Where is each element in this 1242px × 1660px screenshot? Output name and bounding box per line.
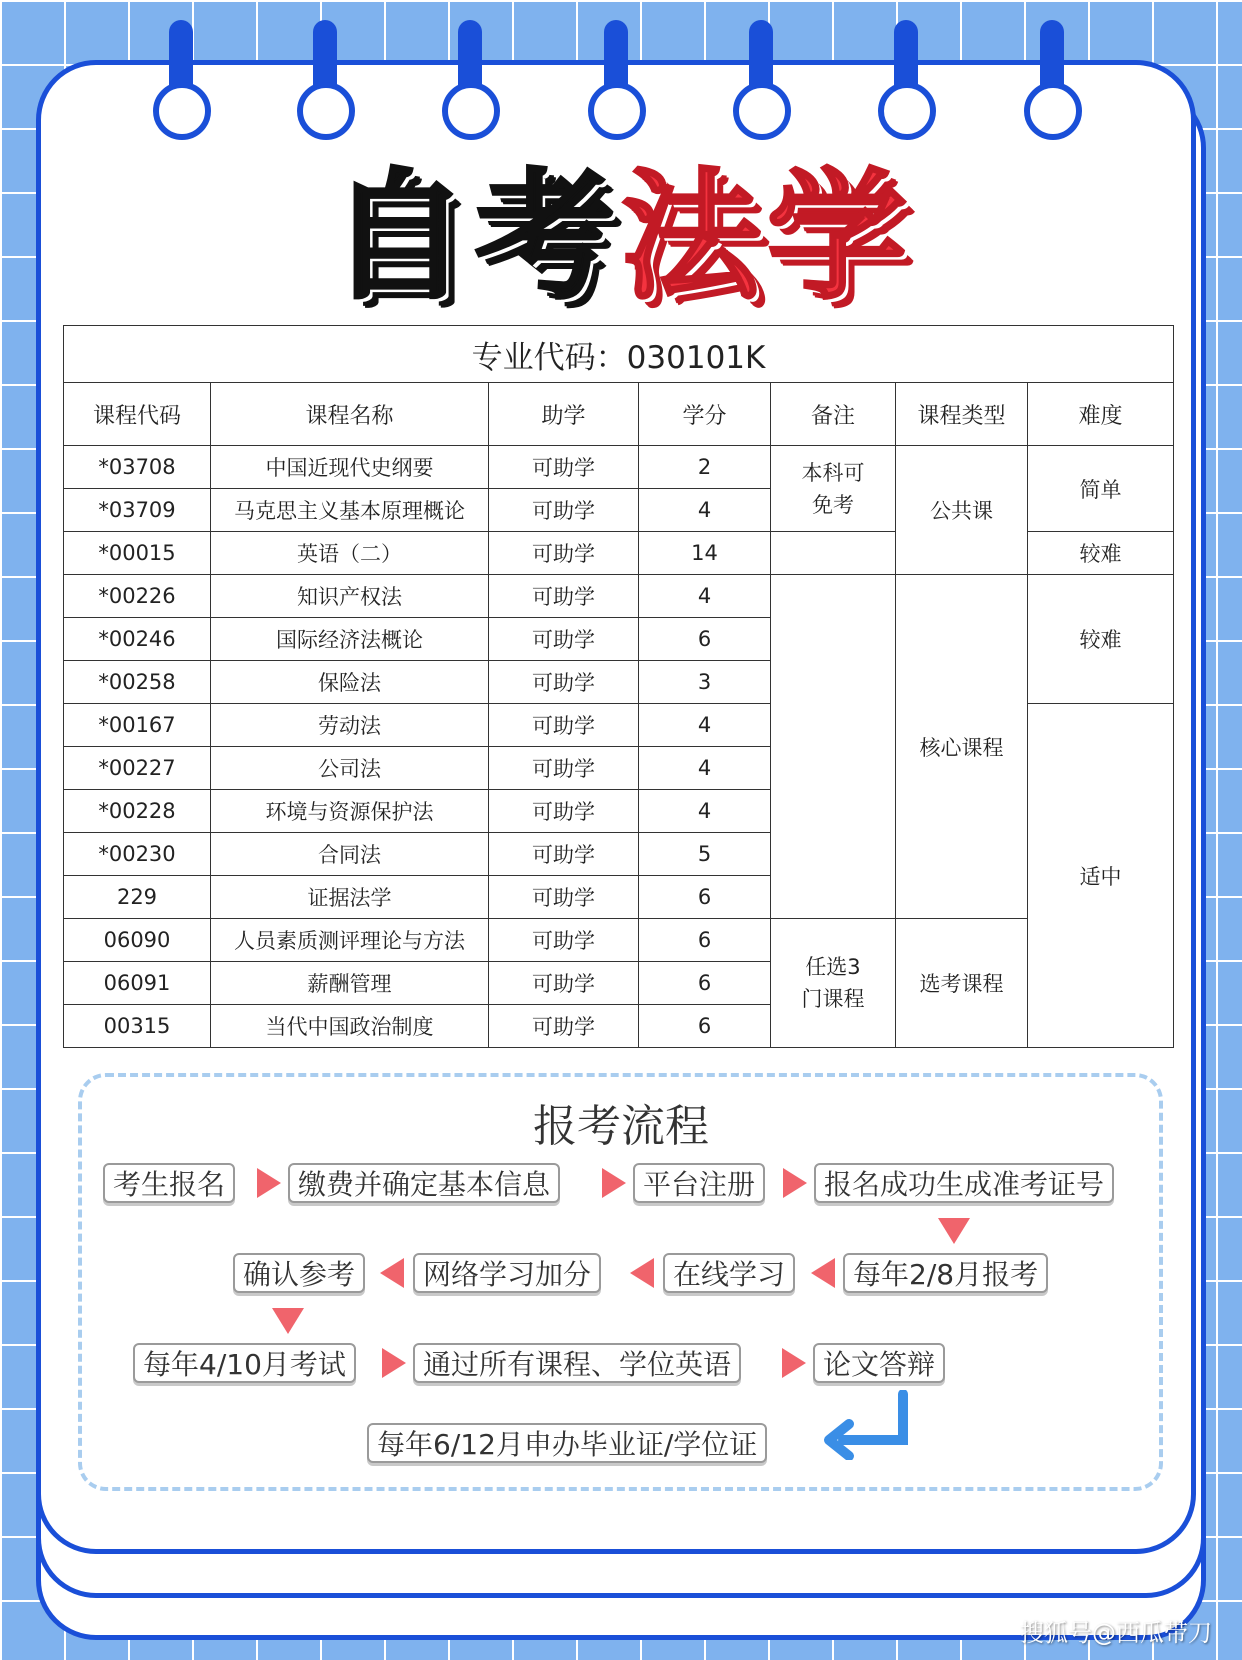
watermark: 搜狐号@西瓜带刀 [1020,1619,1212,1647]
arrow-left-icon [380,1258,404,1288]
header-assist: 助学 [489,383,639,446]
major-code: 专业代码：030101K [64,326,1174,383]
course-credit: 6 [639,1005,771,1048]
binder-ring-icon [888,20,924,130]
arrow-left-icon [811,1258,835,1288]
course-credit: 6 [639,919,771,962]
course-assist: 可助学 [489,1005,639,1048]
type-elective: 选考课程 [896,919,1028,1048]
table-row [64,919,1174,962]
table-row [64,575,1174,618]
course-credit: 14 [639,532,771,575]
course-code: *00015 [64,532,211,575]
difficulty-medium: 适中 [1028,704,1174,1048]
course-name: 保险法 [211,661,489,704]
binder-ring-icon [1034,20,1070,130]
course-name: 公司法 [211,747,489,790]
course-name: 证据法学 [211,876,489,919]
note-exempt-line2: 免考 [812,492,854,517]
arrow-down-icon [938,1218,970,1244]
course-assist: 可助学 [489,489,639,532]
note-elective-line1: 任选3 [805,955,861,979]
course-name: 中国近现代史纲要 [211,446,489,489]
course-code: *00228 [64,790,211,833]
binder-ring-icon [452,20,488,130]
flow-title: 报考流程 [533,1101,709,1152]
course-credit: 4 [639,747,771,790]
binder-ring-icon [598,20,634,130]
course-code: 00315 [64,1005,211,1048]
course-assist: 可助学 [489,618,639,661]
title-black-part: 自考 [328,156,621,319]
course-code: *03709 [64,489,211,532]
header-course-name: 课程名称 [211,383,489,446]
return-arrow-icon [815,1390,915,1460]
course-credit: 2 [639,446,771,489]
arrow-left-icon [630,1258,654,1288]
course-code: *00246 [64,618,211,661]
course-credit: 4 [639,575,771,618]
course-table [63,325,1174,1048]
course-assist: 可助学 [489,704,639,747]
course-name: 知识产权法 [211,575,489,618]
arrow-right-icon [782,1348,806,1378]
course-assist: 可助学 [489,575,639,618]
difficulty-easy: 简单 [1028,446,1174,532]
course-name: 英语（二） [211,532,489,575]
note-elective [771,919,896,1048]
step-exam-apr-oct: 每年4/10月考试 [133,1343,356,1383]
course-credit: 3 [639,661,771,704]
course-code: *00227 [64,747,211,790]
course-name: 当代中国政治制度 [211,1005,489,1048]
major-code-row [64,326,1174,383]
course-name: 国际经济法概论 [211,618,489,661]
type-core: 核心课程 [896,575,1028,919]
header-credit: 学分 [639,383,771,446]
course-code: *00226 [64,575,211,618]
course-name: 劳动法 [211,704,489,747]
course-credit: 4 [639,790,771,833]
step-thesis-defense: 论文答辩 [813,1343,945,1383]
course-assist: 可助学 [489,661,639,704]
difficulty-hard: 较难 [1028,575,1174,704]
course-credit: 6 [639,962,771,1005]
course-assist: 可助学 [489,790,639,833]
step-register: 考生报名 [103,1163,235,1203]
table-row [64,446,1174,489]
course-code: *00167 [64,704,211,747]
course-assist: 可助学 [489,833,639,876]
course-assist: 可助学 [489,532,639,575]
step-confirm-attend: 确认参考 [233,1253,365,1293]
course-name: 人员素质测评理论与方法 [211,919,489,962]
note-exempt-line1: 本科可 [801,460,865,485]
course-name: 环境与资源保护法 [211,790,489,833]
course-assist: 可助学 [489,919,639,962]
course-name: 薪酬管理 [211,962,489,1005]
binder-ring-icon [743,20,779,130]
note-exempt [771,446,896,532]
note-empty [771,575,896,919]
binder-ring-icon [163,20,199,130]
course-code: *00258 [64,661,211,704]
course-credit: 6 [639,876,771,919]
course-credit: 5 [639,833,771,876]
header-course-code: 课程代码 [64,383,211,446]
course-name: 马克思主义基本原理概论 [211,489,489,532]
note-empty [771,532,896,575]
course-code: *03708 [64,446,211,489]
course-credit: 4 [639,489,771,532]
type-public: 公共课 [896,446,1028,575]
page-title [0,158,1242,318]
step-platform-register: 平台注册 [633,1163,765,1203]
header-course-type: 课程类型 [896,383,1028,446]
step-online-study: 在线学习 [663,1253,795,1293]
course-assist: 可助学 [489,962,639,1005]
step-pass-all-courses: 通过所有课程、学位英语 [413,1343,741,1383]
course-code: 229 [64,876,211,919]
step-pay-confirm-info: 缴费并确定基本信息 [288,1163,560,1203]
step-admission-number: 报名成功生成准考证号 [814,1163,1114,1203]
course-code: *00230 [64,833,211,876]
difficulty-hard: 较难 [1028,532,1174,575]
course-credit: 4 [639,704,771,747]
title-red-part: 法学 [621,156,914,319]
table-header-row [64,383,1174,446]
course-assist: 可助学 [489,747,639,790]
course-code: 06090 [64,919,211,962]
arrow-right-icon [257,1168,281,1198]
course-name: 合同法 [211,833,489,876]
arrow-right-icon [602,1168,626,1198]
binder-ring-icon [307,20,343,130]
step-apply-feb-aug: 每年2/8月报考 [843,1253,1048,1293]
step-graduation-certificate: 每年6/12月申办毕业证/学位证 [367,1423,767,1463]
step-online-bonus: 网络学习加分 [413,1253,601,1293]
course-assist: 可助学 [489,876,639,919]
header-notes: 备注 [771,383,896,446]
arrow-down-icon [272,1308,304,1334]
course-code: 06091 [64,962,211,1005]
arrow-right-icon [382,1348,406,1378]
course-assist: 可助学 [489,446,639,489]
course-credit: 6 [639,618,771,661]
header-difficulty: 难度 [1028,383,1174,446]
arrow-right-icon [783,1168,807,1198]
note-elective-line2: 门课程 [801,987,865,1011]
